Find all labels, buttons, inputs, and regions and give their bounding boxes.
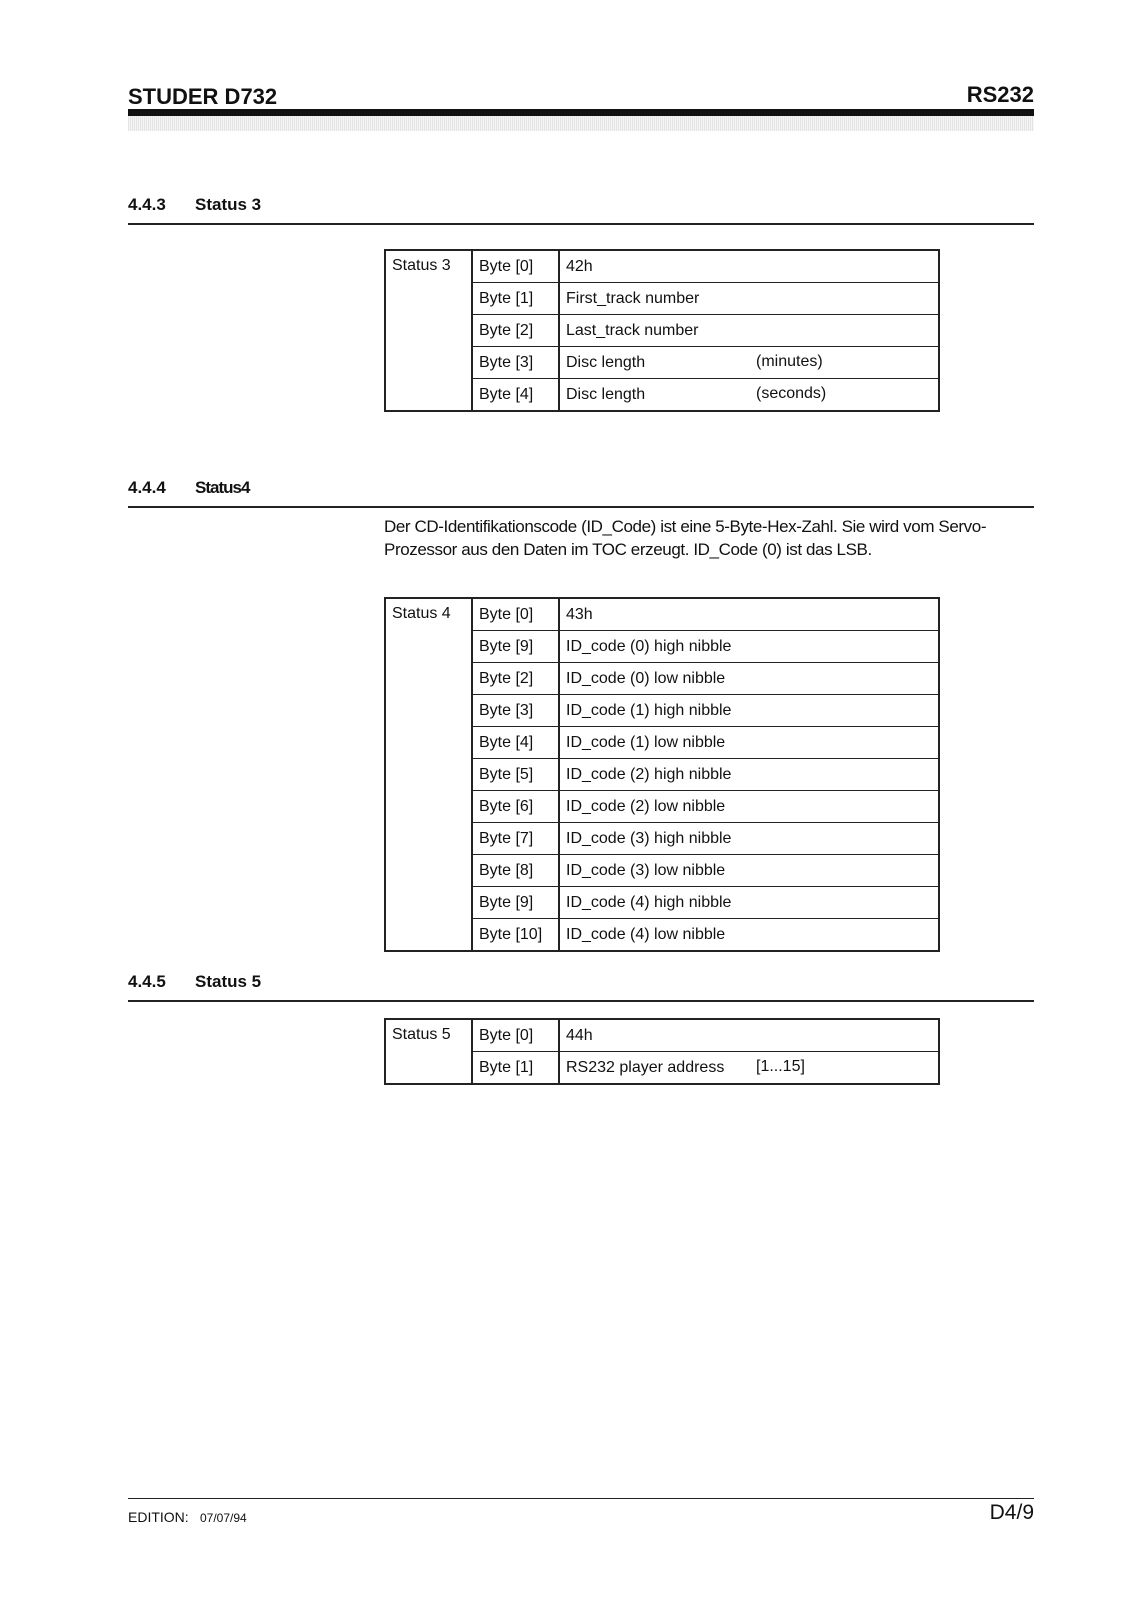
unit-note: (minutes): [756, 353, 823, 370]
desc-cell: ID_code (2) low nibble: [559, 791, 939, 823]
desc-cell: [559, 283, 939, 315]
footer-rule: [128, 1498, 1034, 1499]
desc-text: Disc length: [566, 353, 646, 371]
desc-cell: [559, 250, 939, 283]
status-4-table: [384, 597, 940, 952]
desc-cell: ID_code (1) low nibble: [559, 727, 939, 759]
desc-cell: [559, 1019, 939, 1052]
edition-date: 07/07/94: [200, 1511, 247, 1525]
desc-cell: [559, 315, 939, 347]
status-label: Status 3: [385, 250, 472, 411]
byte-cell: Byte [4]: [472, 727, 559, 759]
section-title: Status4: [195, 478, 250, 497]
desc-cell: ID_code (3) low nibble: [559, 855, 939, 887]
desc-cell: [559, 1052, 939, 1085]
byte-cell: Byte [2]: [472, 315, 559, 347]
byte-cell: Byte [1]: [472, 283, 559, 315]
page-number: D4/9: [989, 1501, 1034, 1524]
header-rule: [128, 109, 1034, 131]
section-title: Status 5: [195, 972, 262, 991]
byte-cell: Byte [9]: [472, 887, 559, 919]
byte-cell: Byte [3]: [472, 695, 559, 727]
chapter-title: RS232: [966, 82, 1034, 107]
status-3-table: [384, 249, 940, 412]
desc-text: 44h: [566, 1026, 593, 1044]
desc-text: RS232 player address: [566, 1058, 725, 1076]
byte-cell: Byte [5]: [472, 759, 559, 791]
desc-cell: ID_code (2) high nibble: [559, 759, 939, 791]
status-label: Status 5: [385, 1019, 472, 1084]
desc-cell: ID_code (4) high nibble: [559, 887, 939, 919]
desc-cell: ID_code (0) high nibble: [559, 631, 939, 663]
byte-cell: Byte [1]: [472, 1052, 559, 1085]
byte-cell: Byte [8]: [472, 855, 559, 887]
desc-text: First_track number: [566, 289, 700, 307]
desc-cell: [559, 379, 939, 412]
section-heading-status-3: [128, 195, 1034, 225]
desc-cell: ID_code (4) low nibble: [559, 919, 939, 952]
desc-text: Disc length: [566, 385, 646, 403]
status-5-table: [384, 1018, 940, 1085]
unit-note: (seconds): [756, 385, 827, 402]
section-heading-status-5: [128, 972, 1034, 1002]
section-number: 4.4.3: [128, 195, 166, 214]
section-heading-status-4: [128, 478, 1034, 508]
document-title: STUDER D732: [128, 84, 278, 109]
byte-cell: Byte [0]: [472, 598, 559, 631]
desc-cell: ID_code (1) high nibble: [559, 695, 939, 727]
table-row: [385, 598, 939, 631]
status-label: Status 4: [385, 598, 472, 951]
desc-cell: [559, 347, 939, 379]
byte-cell: Byte [0]: [472, 250, 559, 283]
desc-text: 42h: [566, 257, 593, 275]
section-title: Status 3: [195, 195, 262, 214]
byte-cell: Byte [9]: [472, 631, 559, 663]
desc-text: Last_track number: [566, 321, 699, 339]
desc-cell: 43h: [559, 598, 939, 631]
range-note: [1...15]: [756, 1058, 805, 1075]
table-row: [385, 250, 939, 283]
desc-cell: ID_code (0) low nibble: [559, 663, 939, 695]
section-number: 4.4.5: [128, 972, 166, 991]
byte-cell: Byte [10]: [472, 919, 559, 952]
table-row: [385, 1019, 939, 1052]
byte-cell: Byte [6]: [472, 791, 559, 823]
byte-cell: Byte [4]: [472, 379, 559, 412]
byte-cell: Byte [7]: [472, 823, 559, 855]
byte-cell: Byte [0]: [472, 1019, 559, 1052]
byte-cell: Byte [3]: [472, 347, 559, 379]
desc-cell: ID_code (3) high nibble: [559, 823, 939, 855]
edition-label: EDITION:: [128, 1509, 189, 1525]
section-number: 4.4.4: [128, 478, 166, 497]
byte-cell: Byte [2]: [472, 663, 559, 695]
id-code-description: Der CD-Identifikationscode (ID_Code) ist eine 5-Byte-Hex-Zahl. Sie wird vom Servo-Prozessor aus den Daten im TOC erzeugt. ID_Code (0) ist das LSB.: [384, 517, 987, 559]
